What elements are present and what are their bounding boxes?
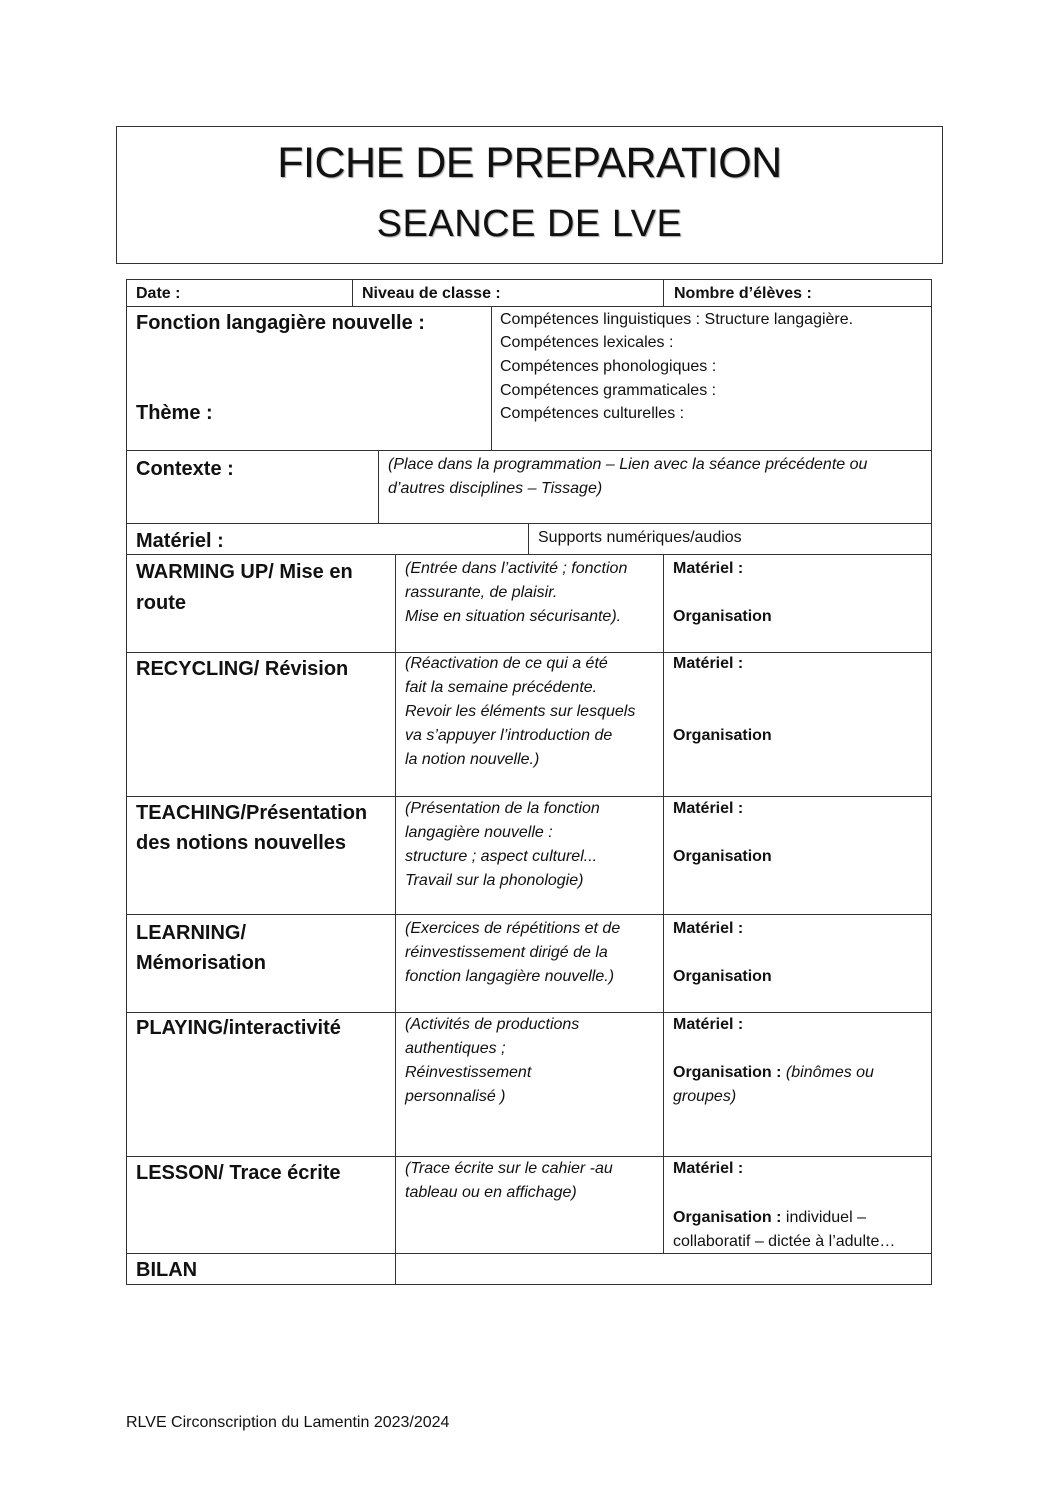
bilan-label: BILAN [136,1259,198,1281]
date-label: Date : [136,285,181,302]
phase-description-line: personnalisé ) [405,1088,506,1105]
phase-description-line: Travail sur la phonologie) [405,872,584,889]
contexte-label: Contexte : [136,458,234,480]
fonction-label: Fonction langagière nouvelle : [136,312,425,334]
phase-materiel-label: Matériel : [673,920,744,937]
phase-organisation-note: collaboratif – dictée à l’adulte… [673,1233,896,1250]
phase-description-line: va s’appuyer l’introduction de [405,727,613,744]
phase-name-line: des notions nouvelles [136,832,347,854]
competence-lexicale: Compétences lexicales : [500,334,674,351]
phase-name-line: LEARNING/ [136,922,246,944]
phase-materiel-label: Matériel : [673,1016,744,1033]
phase-name-line: TEACHING/Présentation [136,802,368,824]
page-subtitle: SEANCE DE LVE [376,203,683,245]
phase-organisation-label: Organisation [673,848,772,865]
competence-culturelle: Compétences culturelles : [500,405,685,422]
phase-description-line: rassurante, de plaisir. [405,584,558,601]
phase-name-line: PLAYING/interactivité [136,1017,341,1039]
nombre-eleves-label: Nombre d’élèves : [674,285,812,302]
phase-organisation-note: (binômes ou [785,1064,874,1081]
phase-organisation-line1 [673,1206,866,1230]
phase-organisation-label: Organisation [673,608,772,625]
phase-organisation-note: groupes) [673,1088,737,1105]
theme-label: Thème : [136,402,213,424]
phase-name-line: route [136,592,186,614]
contexte-description-line2: d’autres disciplines – Tissage) [388,480,603,497]
phase-description-line: authentiques ; [405,1040,506,1057]
page-title: FICHE DE PREPARATION [277,139,782,187]
phase-organisation-label: Organisation [673,727,772,744]
phase-description-line: fonction langagière nouvelle.) [405,968,615,985]
materiel-label: Matériel : [136,530,224,552]
phase-description-line: (Exercices de répétitions et de [405,920,621,937]
niveau-label: Niveau de classe : [362,285,501,302]
phase-description-line: structure ; aspect culturel... [405,848,598,865]
phase-description-line: Réinvestissement [405,1064,532,1081]
phase-description-line: (Trace écrite sur le cahier -au [405,1160,613,1177]
phase-description-line: Revoir les éléments sur lesquels [405,703,636,720]
phase-name-line: RECYCLING/ Révision [136,658,349,680]
phase-description-line: (Entrée dans l’activité ; fonction [405,560,628,577]
supports-numeriques: Supports numériques/audios [538,529,742,546]
phase-name-line: LESSON/ Trace écrite [136,1162,341,1184]
phase-description-line: fait la semaine précédente. [405,679,598,696]
phase-materiel-label: Matériel : [673,560,744,577]
phase-name-line: WARMING UP/ Mise en [136,561,353,583]
phase-organisation-label: Organisation : [673,1064,782,1081]
phase-description-line: réinvestissement dirigé de la [405,944,608,961]
competence-grammaticale: Compétences grammaticales : [500,382,717,399]
phase-description-line: tableau ou en affichage) [405,1184,577,1201]
phase-description-line: la notion nouvelle.) [405,751,540,768]
phase-description-line: (Réactivation de ce qui a été [405,655,608,672]
phase-organisation-label: Organisation [673,968,772,985]
phase-name-line: Mémorisation [136,952,267,974]
competence-linguistique: Compétences linguistiques : Structure langagière. [500,311,854,328]
phase-organisation-note: individuel – [785,1209,866,1226]
phase-description-line: langagière nouvelle : [405,824,553,841]
phase-description-line: (Activités de productions [405,1016,580,1033]
competence-phonologique: Compétences phonologiques : [500,358,717,375]
phase-materiel-label: Matériel : [673,1160,744,1177]
contexte-description-line1: (Place dans la programmation – Lien avec la séance précédente ou [388,456,868,473]
page-footer: RLVE Circonscription du Lamentin 2023/2024 [126,1414,450,1431]
phase-materiel-label: Matériel : [673,655,744,672]
title-box [116,126,943,264]
phase-materiel-label: Matériel : [673,800,744,817]
phase-organisation-line1 [673,1061,874,1085]
phase-organisation-label: Organisation : [673,1209,782,1226]
phase-description-line: Mise en situation sécurisante). [405,608,622,625]
phase-description-line: (Présentation de la fonction [405,800,600,817]
